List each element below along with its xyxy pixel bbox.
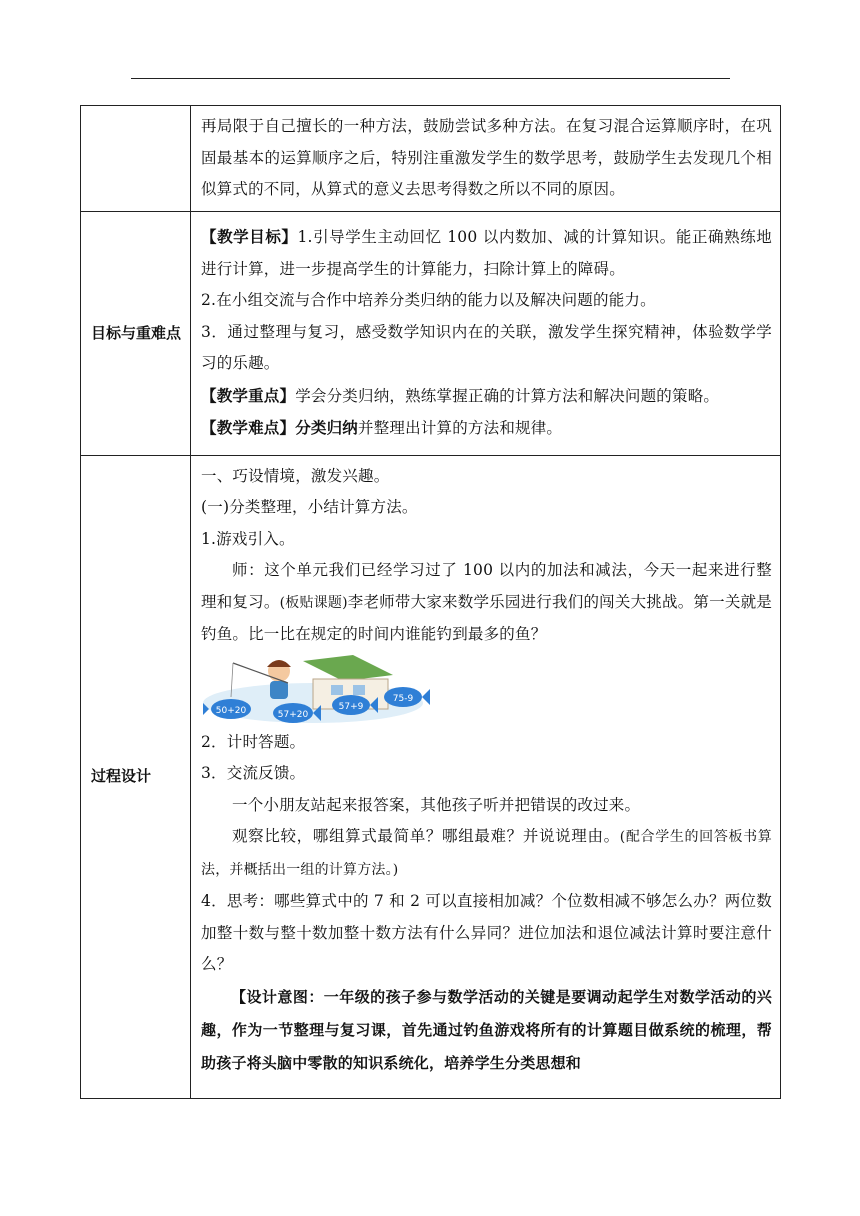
board-note: (板贴课题) [279,594,348,611]
lesson-plan-table [80,105,781,1099]
goal-3: 3．通过整理与复习，感受数学知识内在的关联，激发学生探究精神，体验数学学习的乐趣。 [201,322,772,373]
section-5: 2．计时答题。 [201,732,306,751]
table-row [81,106,781,212]
row-label-goals: 目标与重难点 [81,211,191,455]
goal-1: 1.引导学生主动回忆 100 以内数加、减的计算知识。能正确熟练地进行计算，进一步提高学生的计算能力，扫除计算上的障碍。 [201,228,772,278]
fish-label: 57+9 [338,701,364,712]
teacher-line: 师：这个单元我们已经学习过了 100 以内的加法和减法，今天一起来进行整理和复习。 [201,561,772,611]
section-8: 观察比较，哪组算式最简单？哪组最难？并说说理由。 [232,827,620,845]
paragraph: 再局限于自己擅长的一种方法，鼓励尝试多种方法。在复习混合运算顺序时，在巩固最基本的运算顺序之后，特别注重激发学生的数学思考，鼓励学生去发现几个相似算式的不同，从算式的意义去思考得数之所以不同的原因。 [201,117,772,198]
section-2: (一)分类整理，小结计算方法。 [201,498,418,516]
section-3: 1.游戏引入。 [201,529,295,548]
goal-tag: 【教学目标】 [201,227,298,247]
section-6: 3．交流反馈。 [201,764,306,782]
section-1: 一、巧设情境，激发兴趣。 [201,466,390,485]
table-row [81,211,781,455]
key-tag: 【教学重点】 [201,385,296,405]
key-text: 学会分类归纳，熟练掌握正确的计算方法和解决问题的策略。 [295,386,720,405]
hard-tag: 【教学难点】 [201,418,296,438]
table-row [81,455,781,1098]
section-7: 一个小朋友站起来报答案，其他孩子听并把错误的改过来。 [232,795,641,814]
row-content-process [191,455,781,1098]
hard-bold: 分类归纳 [295,418,359,438]
board-note-2: (配合学生的回答板书算法，并概括出一组的计算方法。) [201,829,772,878]
design-intent: 【设计意图：一年级的孩子参与数学活动的关键是要调动起学生对数学活动的兴趣，作为一节整理与复习课，首先通过钓鱼游戏将所有的计算题目做系统的梳理，帮助孩子将头脑中零散的知识系统化，培养学生分类思想和 [201,987,772,1072]
fish-label: 57+20 [277,709,309,720]
fish-label: 50+20 [215,705,247,716]
hard-text: 并整理出计算的方法和规律。 [358,419,563,438]
goal-2: 2.在小组交流与合作中培养分类归纳的能力以及解决问题的能力。 [201,291,656,310]
section-9: 4．思考：哪些算式中的 7 和 2 可以直接相加减？个位数相减不够怎么办？两位数加整十数与整十数加整十数方法有什么异同？进位加法和退位减法计算时要注意什么？ [201,892,772,973]
header-rule [131,78,730,79]
teacher-line-2: 李老师带大家来数学乐园进行我们的闯关大挑战。第一关就是钓鱼。比一比在规定的时间内谁能钓到最多的鱼？ [201,592,772,643]
fish-label: 75-9 [392,693,414,704]
row-label [81,106,191,212]
row-label-process: 过程设计 [81,455,191,1098]
row-content-goals [191,211,781,455]
row-content [191,106,781,212]
fishing-game-illustration [203,653,433,725]
